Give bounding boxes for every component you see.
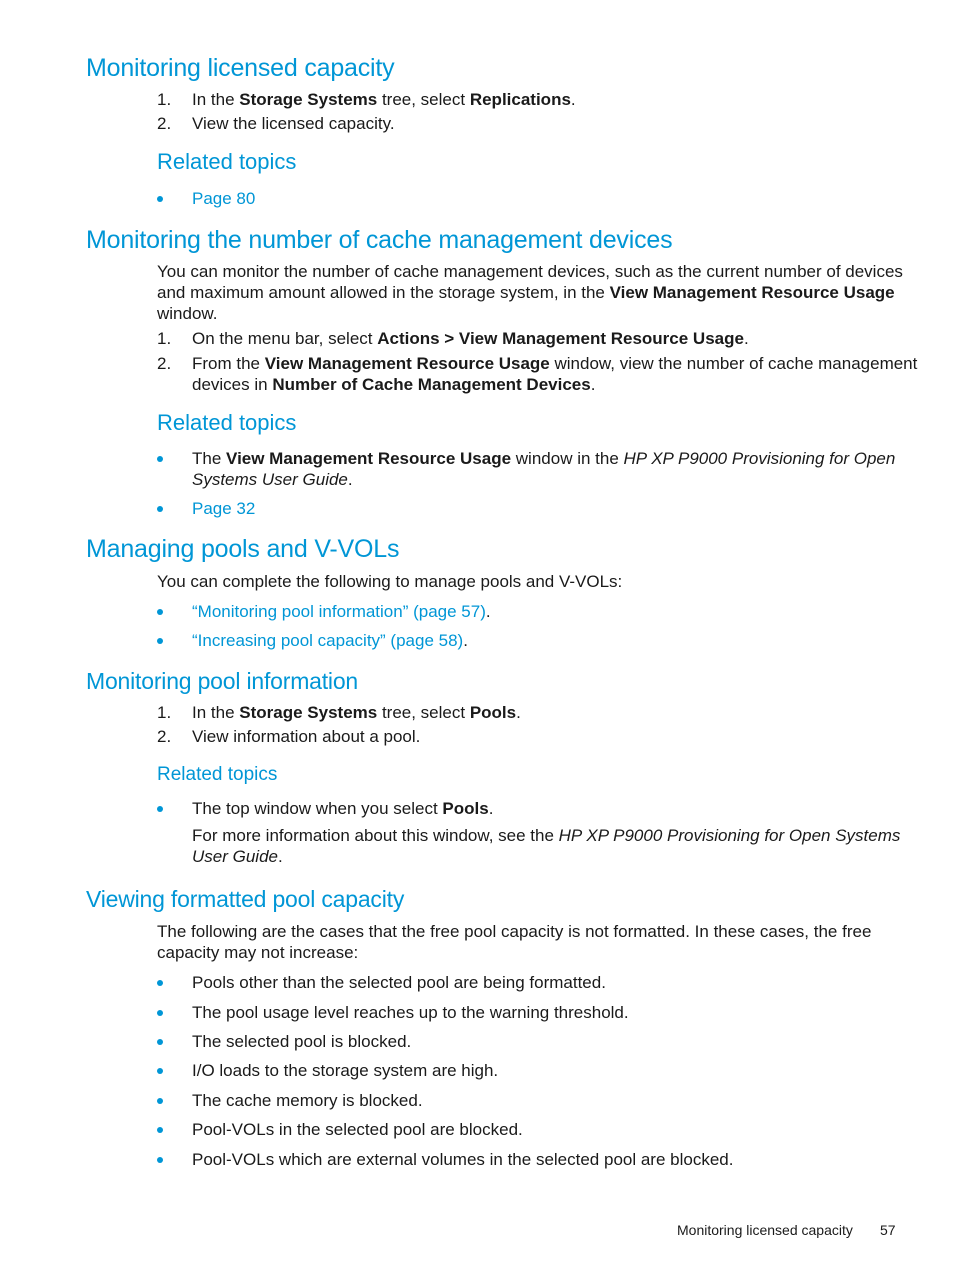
bullet-icon	[157, 806, 163, 812]
step-number: 1.	[157, 703, 172, 722]
related-link-page-80[interactable]: Page 80	[192, 189, 256, 208]
list-item: The selected pool is blocked.	[192, 1032, 412, 1051]
step-text: View information about a pool.	[192, 727, 421, 746]
section-heading-managing-pools: Managing pools and V-VOLs	[86, 535, 400, 563]
bullet-icon	[157, 1068, 163, 1074]
related-topics-heading: Related topics	[157, 149, 297, 174]
related-topics-heading: Related topics	[157, 410, 297, 435]
step-text: In the Storage Systems tree, select Pools.	[192, 703, 521, 722]
list-item: “Monitoring pool information” (page 57).	[192, 602, 491, 621]
section-heading-cache-management-devices: Monitoring the number of cache management devices	[86, 226, 673, 254]
bullet-icon	[157, 638, 163, 644]
related-item: The top window when you select Pools.	[192, 799, 494, 818]
list-item: The cache memory is blocked.	[192, 1091, 423, 1110]
step-number: 2.	[157, 114, 172, 133]
step-text: View the licensed capacity.	[192, 114, 395, 133]
step-number: 1.	[157, 90, 172, 109]
bullet-icon	[157, 196, 163, 202]
list-item: Pools other than the selected pool are being formatted.	[192, 973, 606, 992]
intro-paragraph: The following are the cases that the free pool capacity is not formatted. In these cases, the free capacity may not increase:	[157, 922, 872, 962]
step-text: In the Storage Systems tree, select Replications.	[192, 90, 576, 109]
step-number: 2.	[157, 727, 172, 746]
bullet-icon	[157, 1010, 163, 1016]
list-item: Pool-VOLs which are external volumes in the selected pool are blocked.	[192, 1150, 734, 1169]
page-number: 57	[880, 1222, 896, 1238]
section-heading-viewing-formatted-pool-capacity: Viewing formatted pool capacity	[86, 886, 405, 912]
link-increasing-pool-capacity[interactable]: “Increasing pool capacity” (page 58)	[192, 631, 464, 650]
step-text: From the View Management Resource Usage window, view the number of cache management devices in Number of Cache Management Devices.	[192, 354, 918, 394]
intro-paragraph: You can monitor the number of cache management devices, such as the current number of devices and maximum amount allowed in the storage system, in the View Management Resource Usage window.	[157, 262, 903, 323]
section-heading-monitoring-licensed-capacity: Monitoring licensed capacity	[86, 54, 395, 82]
intro-paragraph: You can complete the following to manage pools and V-VOLs:	[157, 572, 623, 591]
related-item: The View Management Resource Usage window in the HP XP P9000 Provisioning for Open Systems User Guide.	[192, 449, 896, 489]
bullet-icon	[157, 506, 163, 512]
step-number: 1.	[157, 329, 172, 348]
list-item: Pool-VOLs in the selected pool are blocked.	[192, 1120, 523, 1139]
list-item: The pool usage level reaches up to the warning threshold.	[192, 1003, 629, 1022]
footer-title: Monitoring licensed capacity	[677, 1222, 853, 1238]
related-link-page-32[interactable]: Page 32	[192, 499, 256, 518]
list-item: I/O loads to the storage system are high.	[192, 1061, 499, 1080]
list-item: “Increasing pool capacity” (page 58).	[192, 631, 468, 650]
bullet-icon	[157, 1157, 163, 1163]
more-info-paragraph: For more information about this window, see the HP XP P9000 Provisioning for Open Systems User Guide.	[192, 826, 901, 866]
related-topics-heading: Related topics	[157, 764, 278, 785]
bullet-icon	[157, 609, 163, 615]
step-number: 2.	[157, 354, 172, 373]
link-monitoring-pool-information[interactable]: “Monitoring pool information” (page 57)	[192, 602, 486, 621]
bullet-icon	[157, 456, 163, 462]
bullet-icon	[157, 1127, 163, 1133]
section-heading-monitoring-pool-information: Monitoring pool information	[86, 668, 359, 694]
step-text: On the menu bar, select Actions > View Management Resource Usage.	[192, 329, 749, 348]
bullet-icon	[157, 1039, 163, 1045]
bullet-icon	[157, 980, 163, 986]
bullet-icon	[157, 1098, 163, 1104]
